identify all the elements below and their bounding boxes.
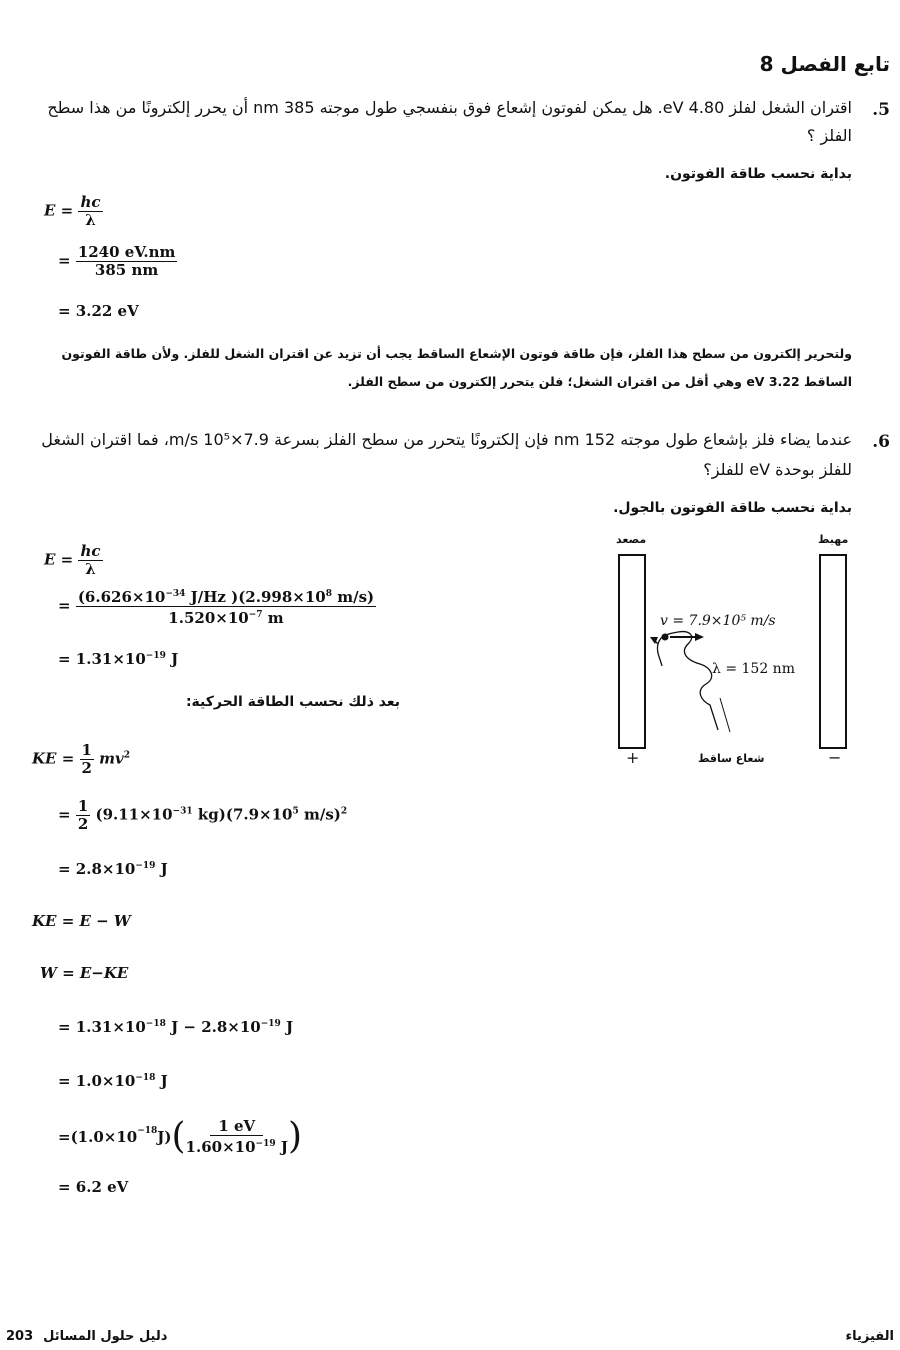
p5-energy-result: = 3.22 eV bbox=[58, 302, 139, 320]
p6-energy-substitution: = $\frac{(6.626\times 10^{-34} J/Hz )(2.998\times 10^8 m/s)}{1.520\times 10^{-7} m}$ bbox=[58, 588, 375, 627]
footer-left bbox=[6, 1329, 167, 1344]
problem-6-step2: بعد ذلك نحسب الطاقة الحركية: bbox=[185, 694, 400, 710]
anode-label: مصعد bbox=[616, 533, 647, 546]
plus-sign: + bbox=[626, 748, 640, 767]
incident-wave bbox=[652, 632, 718, 730]
w-substitution: = $1.31\times 10^{-18}$ $J - 2.8\times 10^{-19}$ J bbox=[58, 1018, 294, 1036]
problem-6-step1: بداية نحسب طاقة الفوتون بالجول. bbox=[613, 500, 852, 516]
cathode-plate bbox=[820, 555, 846, 748]
problem-6-number: .6 bbox=[872, 432, 890, 452]
p5-energy-substitution: = $\frac{1240 eV.nm}{385 nm}$ bbox=[58, 243, 176, 279]
cathode-label: مهبط bbox=[818, 533, 849, 546]
problem-6-question-line1: عندما يضاء فلز بإشعاع طول موجته 152 nm فإن إلكترونًا يتحرر من سطح الفلز بسرعة 7.9×10⁵ m/s، فما اقتران الشغل bbox=[41, 430, 852, 449]
problem-5-step1: بداية نحسب طاقة الفوتون. bbox=[664, 166, 852, 182]
chapter-title: تابع الفصل 8 bbox=[759, 52, 890, 76]
wavelength-label: λ = 152 nm bbox=[712, 661, 795, 677]
problem-5-conclusion-line1: ولتحرير إلكترون من سطح هذا الفلز، فإن طاقة فوتون الإشعاع الساقط يجب أن تزيد عن اقتران الشغل للفلز. ولأن طاقة الفوتون bbox=[61, 346, 852, 361]
w-result-joules: = $1.0\times 10^{-18}$ J bbox=[58, 1072, 168, 1090]
ke-relation: KE = E − W bbox=[32, 912, 131, 930]
minus-sign: − bbox=[828, 748, 842, 767]
p6-energy-result: = $1.31\times 10^{-19}$ J bbox=[58, 650, 179, 668]
problem-5-question-line1: اقتران الشغل لفلز 4.80 eV. هل يمكن لفوتون إشعاع فوق بنفسجي طول موجته 385 nm أن يحرر إلكترونًا من هذا سطح bbox=[47, 98, 852, 117]
diagram-drawing bbox=[600, 540, 870, 780]
incident-ray-label: شعاع ساقط bbox=[698, 752, 765, 765]
p6-energy-formula: E = $\frac{hc}{\lambda}$ bbox=[44, 542, 101, 578]
ke-formula: KE = $\frac{1}{2}$ $mv^2$ bbox=[32, 741, 131, 777]
problem-5-conclusion-line2: الساقط 3.22 eV وهي أقل من اقتران الشغل؛ فلن يتحرر إلكترون من سطح الفلز. bbox=[347, 374, 852, 389]
problem-6-question-line2: للفلز بوحدة eV للفلز؟ bbox=[703, 460, 852, 479]
velocity-label: v = 7.9×10⁵ m/s bbox=[660, 613, 776, 629]
p5-energy-formula: E = $\frac{hc}{\lambda}$ bbox=[44, 193, 101, 229]
footer-subject: الفيزياء bbox=[845, 1329, 894, 1344]
anode-plate bbox=[619, 555, 645, 748]
ke-substitution: = $\frac{1}{2}$ ($9.11\times 10^{-31}$ $kg)(7.9\times 10^5$ m/s)$^2$ bbox=[58, 797, 348, 833]
w-conversion: =(1.0×10 $^{-18}$ J) ( $\frac{1 eV}{1.60\times 10^{-19} J}$ ) bbox=[58, 1116, 302, 1157]
problem-5-number: .5 bbox=[872, 100, 890, 120]
footer-page-number: 203 bbox=[6, 1329, 34, 1344]
w-relation: W = E−KE bbox=[40, 964, 129, 982]
ke-result: = $2.8\times 10^{-19}$ J bbox=[58, 860, 168, 878]
footer-title: دليل حلول المسائل bbox=[43, 1329, 168, 1344]
final-answer: = 6.2 eV bbox=[58, 1178, 129, 1196]
problem-5-question-line2: الفلز ؟ bbox=[806, 126, 852, 145]
